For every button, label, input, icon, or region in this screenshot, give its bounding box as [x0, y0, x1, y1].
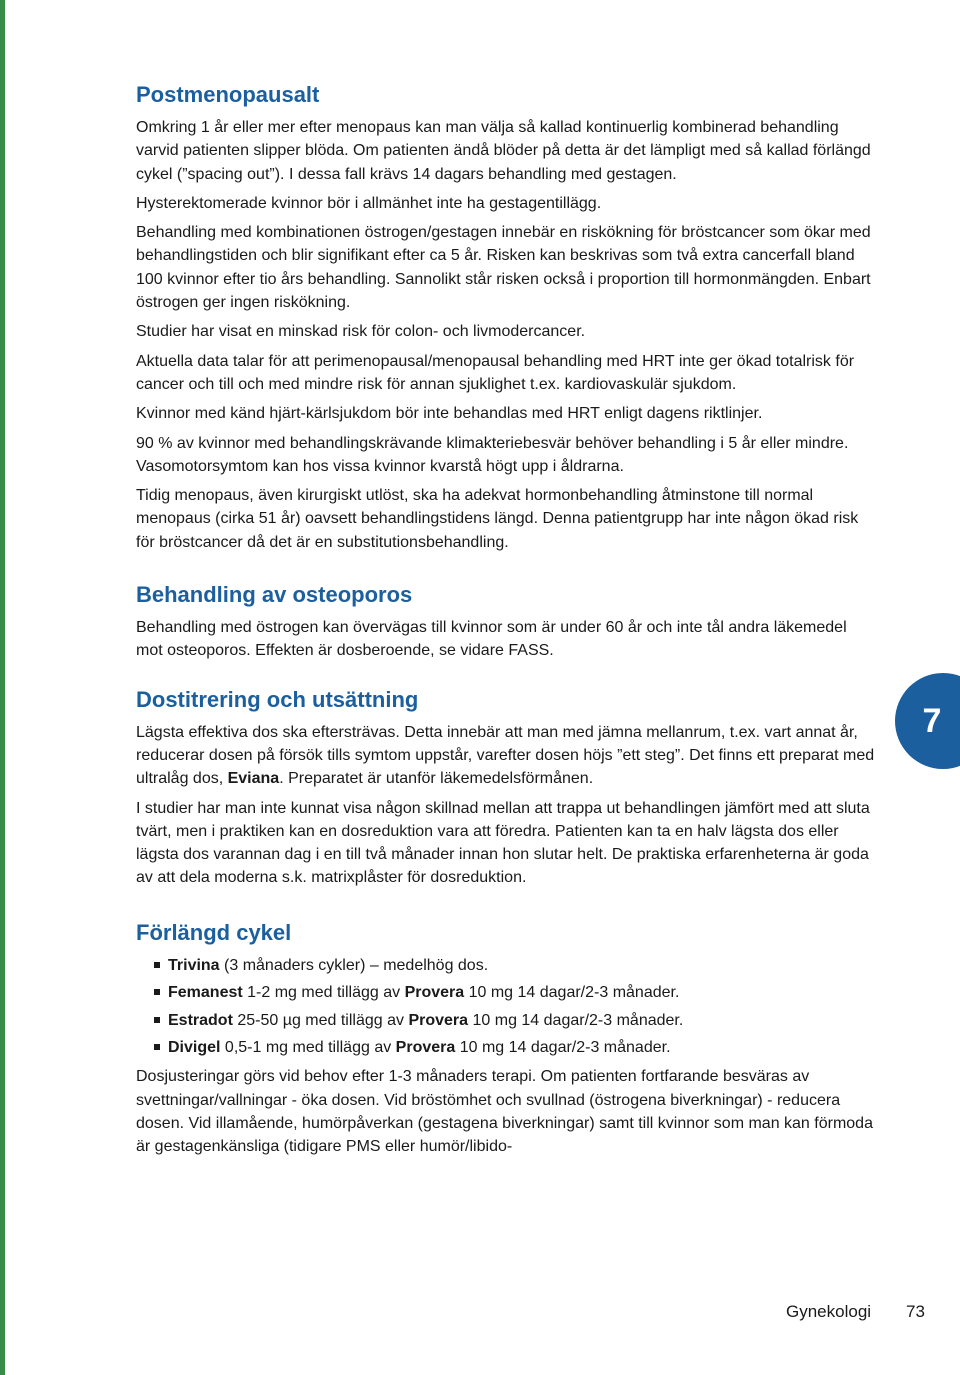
section-postmenopausalt: [136, 80, 876, 554]
drug-name: Eviana: [227, 770, 280, 788]
text-run: (3 månaders cykler) – medelhög dos.: [219, 956, 489, 974]
drug-name: Trivina: [168, 956, 220, 974]
text-run: 0,5-1 mg med tillägg av: [220, 1039, 396, 1057]
drug-name: Femanest: [168, 984, 243, 1002]
text-run: 1-2 mg med tillägg av: [242, 984, 405, 1002]
bullet-square-icon: [154, 962, 160, 968]
footer-chapter-label: Gynekologi: [786, 1302, 872, 1321]
paragraph: I studier har man inte kunnat visa någon skillnad mellan att trappa ut behandlingen jämfört med att sluta tvärt, men i praktiken kan en dosreduktion vara att föredra. Patienten kan ta en halv lägsta dos eller lägsta dos varannan dag i en till två månader innan hon slutar helt. De praktiska erfarenheterna är goda av att dela moderna s.k. matrixplåster för dosreduktion.: [136, 799, 870, 887]
bullet-square-icon: [154, 1017, 160, 1023]
paragraph: Studier har visat en minskad risk för colon- och livmodercancer.: [136, 323, 586, 341]
section-forlangd-cykel: [136, 918, 876, 1159]
text-run: 25-50 µg med tillägg av: [232, 1011, 409, 1029]
list-item: [136, 1036, 876, 1059]
paragraph: Kvinnor med känd hjärt-kärlsjukdom bör inte behandlas med HRT enligt dagens riktlinjer.: [136, 405, 763, 423]
document-body: [136, 80, 876, 1184]
list-item: [136, 954, 876, 977]
paragraph: Dosjusteringar görs vid behov efter 1-3 månaders terapi. Om patienten fortfarande besväras av svettningar/vallningar - öka dosen. Vid bröstömhet och svullnad (östrogena biverkningar) - reducera dosen. Vid illamående, humörpåverkan (gestagena biverkningar) samt till kvinnor som man kan förmoda är gestagenkänsliga (tidigare PMS eller humör/libido-: [136, 1068, 873, 1156]
section-dostitrering: [136, 685, 876, 890]
list-item: [136, 981, 876, 1004]
paragraph: Tidig menopaus, även kirurgiskt utlöst, ska ha adekvat hormonbehandling åtminstone till normal menopaus (cirka 51 år) oavsett behandlingstidens längd. Denna patientgrupp har inte någon ökad risk för bröstcancer då det är en substitutionsbehandling.: [136, 487, 859, 551]
paragraph: Hysterektomerade kvinnor bör i allmänhet inte ha gestagentillägg.: [136, 194, 602, 212]
section-heading: Behandling av osteoporos: [136, 582, 413, 608]
text-run: 10 mg 14 dagar/2-3 månader.: [464, 984, 680, 1002]
text-run: 10 mg 14 dagar/2-3 månader.: [468, 1011, 684, 1029]
chapter-number: 7: [922, 702, 942, 740]
paragraph: Behandling med östrogen kan övervägas till kvinnor som är under 60 år och inte tål andra läkemedel mot osteoporos. Effekten är dosberoende, se vidare FASS.: [136, 619, 847, 660]
section-heading: Förlängd cykel: [136, 919, 292, 945]
drug-name: Estradot: [168, 1011, 233, 1029]
text-run: Lägsta effektiva dos ska eftersträvas. Detta innebär att man med jämna mellanrum, t.ex. vart annat år, reducerar dosen på försök tills symtom uppstår, varefter dosen höjs ”ett steg”. Det finns ett preparat med ultralåg dos,: [136, 723, 875, 788]
paragraph: [136, 721, 876, 791]
bullet-square-icon: [154, 1044, 160, 1050]
page-edge-rule: [0, 0, 5, 1375]
section-heading: Postmenopausalt: [136, 82, 320, 107]
paragraph: 90 % av kvinnor med behandlingskrävande klimakteriebesvär behöver behandling i 5 år eller mindre. Vasomotorsymtom kan hos vissa kvinnor kvarstå högt upp i åldrarna.: [136, 434, 849, 475]
list-item: [136, 1009, 876, 1032]
drug-name: Provera: [395, 1039, 456, 1057]
drug-name: Divigel: [168, 1039, 221, 1057]
drug-name: Provera: [408, 1011, 469, 1029]
drug-name: Provera: [404, 984, 465, 1002]
paragraph: Omkring 1 år eller mer efter menopaus kan man välja så kallad kontinuerlig kombinerad behandling varvid patienten slipper blöda. Om patienten ändå blöder på detta är det lämpligt med så kallad förlängd cykel (”spacing out”). I dessa fall krävs 14 dagars behandling med gestagen.: [136, 119, 871, 183]
section-heading: Dostitrering och utsättning: [136, 686, 419, 712]
text-run: . Preparatet är utanför läkemedelsförmånen.: [279, 770, 594, 788]
section-osteoporos: [136, 580, 876, 663]
paragraph: Behandling med kombinationen östrogen/gestagen innebär en riskökning för bröstcancer som ökar med behandlingstiden och blir signifikant efter ca 5 år. Risken kan beskrivas som två extra cancerfall bland 100 kvinnor efter tio års behandling. Sannolikt står risken också i proportion till hormonmängden. Enbart östrogen ger ingen riskökning.: [136, 224, 871, 312]
footer-page-number: 73: [906, 1302, 925, 1321]
bullet-list: [136, 954, 876, 1060]
bullet-square-icon: [154, 989, 160, 995]
text-run: 10 mg 14 dagar/2-3 månader.: [455, 1039, 671, 1057]
paragraph: Aktuella data talar för att perimenopausal/menopausal behandling med HRT inte ger ökad totalrisk för cancer och till och med mindre risk för annan sjuklighet t.ex. kardiovaskulär sjukdom.: [136, 352, 855, 393]
